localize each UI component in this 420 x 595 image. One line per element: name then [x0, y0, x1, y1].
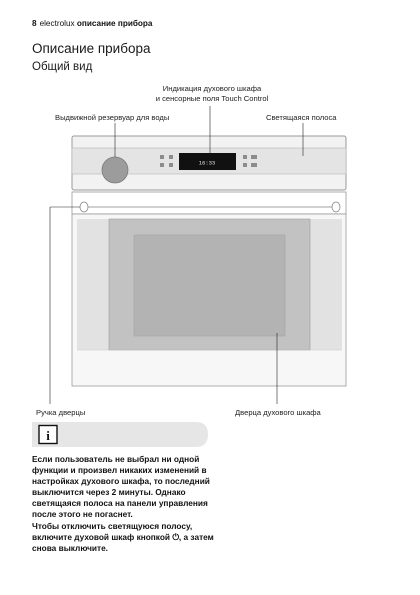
note-text [32, 454, 217, 554]
callout-display-line2: и сенсорные поля Touch Control [155, 94, 269, 103]
handle-end-right [332, 202, 340, 212]
note-paragraph-1: Если пользователь не выбрал ни одной функции и произвел никаких изменений в настройках духового шкафа, то последний выключится через 2 минуты. Однако светящаяся полоса на панели управления после этого не погаснет. [32, 454, 210, 520]
door-side-right [310, 219, 342, 350]
callout-display-line1: Индикация духового шкафа [162, 84, 262, 93]
info-note-band [32, 422, 208, 447]
door-handle-panel [72, 192, 346, 214]
callout-light-strip: Светящаяся полоса [266, 113, 337, 122]
power-icon: ⏻ [172, 531, 179, 542]
page-number: 8 [32, 19, 37, 28]
page-title: Описание прибора [32, 41, 151, 56]
handle-end-left [80, 202, 88, 212]
callout-door-handle: Ручка дверцы [36, 408, 86, 417]
door-side-left [77, 219, 109, 350]
section-name: описание прибора [76, 19, 153, 28]
water-reservoir-knob [102, 157, 128, 183]
callout-oven-door: Дверца духового шкафа [235, 408, 321, 417]
svg-text:i: i [46, 428, 50, 444]
brand-name: electrolux [39, 19, 75, 28]
display-clock: 16:33 [198, 159, 216, 167]
page-subtitle: Общий вид [32, 61, 93, 73]
door-window [134, 235, 285, 336]
callout-reservoir: Выдвижной резервуар для воды [55, 113, 170, 122]
info-note-bar [32, 422, 208, 447]
note-paragraph-2: Чтобы отключить светящуюся полосу, включите духовой шкаф кнопкой ⏻, а затем снова выключите. [32, 520, 214, 553]
